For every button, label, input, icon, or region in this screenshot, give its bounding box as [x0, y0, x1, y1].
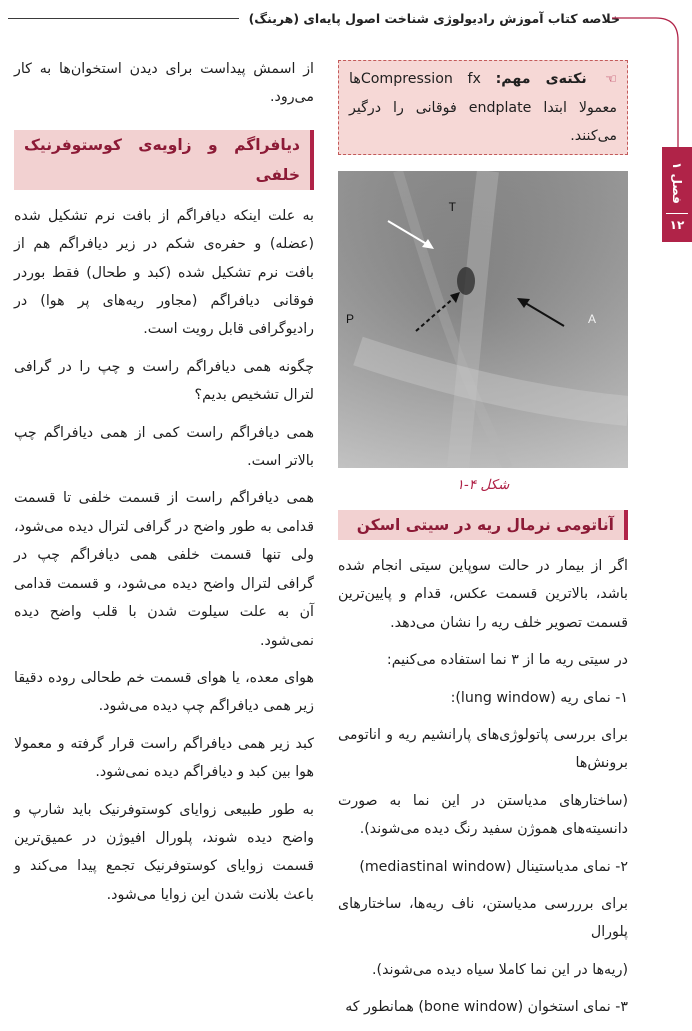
book-title: خلاصه کتاب آموزش رادیولوژی شناخت اصول پایه‌ای (هرینگ) [248, 10, 620, 26]
paragraph: کبد زیر همی دیافراگم راست قرار گرفته و معمولا هوا بین کبد و دیافراگم دیده نمی‌شود. [14, 735, 314, 781]
chapter-tab [662, 147, 692, 242]
figure-caption: شکل ۴-۱ [456, 477, 510, 493]
paragraph: (ساختارهای مدیاستن در این نما به صورت دانسیته‌های هموژن سفید رنگ دیده می‌شوند). [338, 792, 628, 838]
paragraph: ۲- نمای مدیاستینال (mediastinal window) [359, 858, 628, 875]
paragraph: چگونه همی دیافراگم راست و چپ را در گرافی لترال تشخیص بدیم؟ [14, 358, 314, 404]
paragraph: برای بررسی پاتولوژی‌های پارانشیم ریه و اناتومی برونش‌ها [338, 727, 628, 772]
paragraph: در سیتی ریه ما از ۳ نما استفاده می‌کنیم: [386, 652, 628, 669]
xray-label-a: A [587, 312, 596, 326]
paragraph: به علت اینکه دیافراگم از بافت نرم تشکیل شده (عضله) و حفره‌ی شکم در زیر دیافراگم هم از بافت نرم تشکیل شده (کبد و طحال) فقط بوردر فوقانی دیافراگم (مجاور ریه‌های پر هوا) در رادیوگرافی قابل رویت است. [14, 207, 314, 338]
note-text: Compression fxها معمولا ابتدا endplate فوقانی را درگیر می‌کنند. [349, 71, 617, 144]
intro-paragraph: از اسمش پیداست برای دیدن استخوان‌ها به کار می‌رود. [14, 61, 314, 106]
important-note [338, 60, 628, 155]
paragraph: (ریه‌ها در این نما کاملا سیاه دیده می‌شوند). [372, 961, 628, 978]
note-lead: نکته‌ی مهم: [495, 71, 587, 87]
section-heading-ct-anatomy: آناتومی نرمال ریه در سیتی اسکن [338, 510, 628, 540]
paragraph: همی دیافراگم راست کمی از همی دیافراگم چپ بالاتر است. [14, 424, 314, 470]
right-column [338, 60, 628, 1031]
paragraph: همی دیافراگم راست از قسمت خلفی تا قسمت قدامی به طور واضح در گرافی لترال دیده می‌شود، ولی تنها قسمت خلفی همی دیافراگم چپ در گرافی لترال واضح دیده می‌شود، و قسمت قدامی آن به علت سیلوت شدن با قلب واضح دیده نمی‌شود. [14, 490, 314, 649]
section-heading-diaphragm: دیافراگم و زاویه‌ی کوستوفرنیک خلفی [14, 130, 314, 190]
paragraph: هوای معده، یا هوای قسمت خم طحالی روده دقیقا زیر همی دیافراگم چپ دیده می‌شود. [14, 669, 314, 715]
paragraph: برای برررسی مدیاستن، ناف ریه‌ها، ساختارهای پلورال [338, 896, 628, 941]
page-number: ۱۲ [669, 218, 685, 232]
lateral-chest-xray-figure [338, 171, 628, 468]
xray-label-p: P [345, 312, 354, 326]
paragraph: ۳- نمای استخوان (bone window) همانطور که [345, 999, 628, 1016]
xray-label-t: T [448, 200, 456, 214]
chapter-tab-divider [666, 213, 688, 214]
pointing-hand-icon: ☜ [605, 72, 617, 87]
chapter-label: فصل ۱ [670, 162, 684, 204]
paragraph: اگر از بیمار در حالت سوپاین سیتی انجام شده باشد، بالاترین قسمت عکس، قدام و پایین‌ترین قسمت تصویر خلف ریه را نشان می‌دهد. [338, 558, 628, 631]
xray-image [338, 171, 628, 468]
header-rule [8, 18, 239, 19]
paragraph: به طور طبیعی زوایای کوستوفرنیک باید شارپ و واضح دیده شوند، پلورال افیوژن در عمیق‌ترین قسمت زوایای کوستوفرنیک تجمع پیدا می‌کند و باعث بلانت شدن این زوایا می‌شود. [14, 801, 314, 903]
paragraph: ۱- نمای ریه (lung window): [450, 689, 628, 706]
page-header [8, 6, 620, 30]
left-column [14, 55, 314, 918]
